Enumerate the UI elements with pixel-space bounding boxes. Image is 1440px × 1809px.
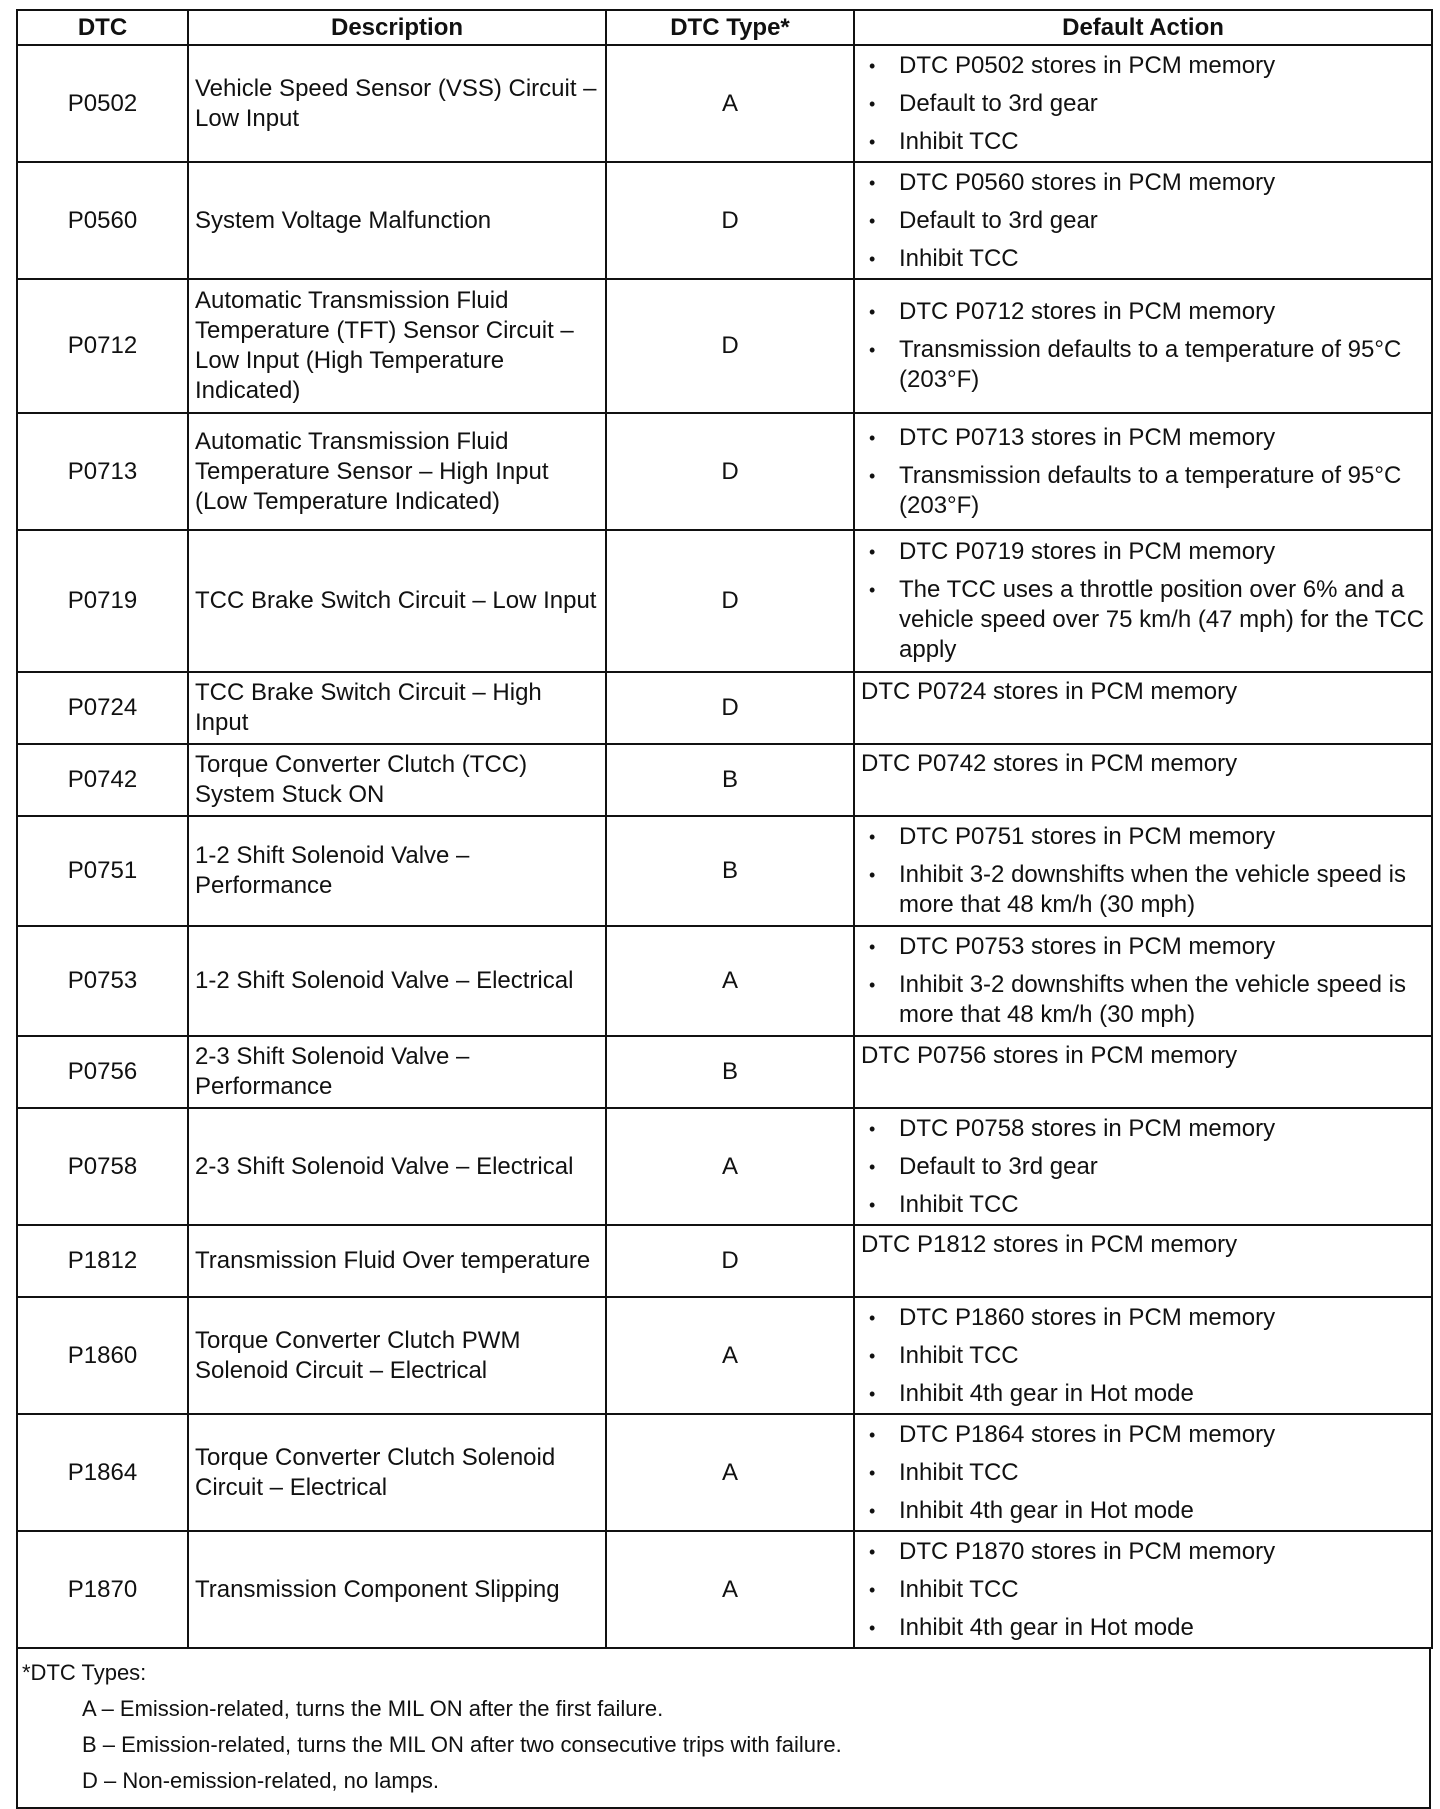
dtc-description: Transmission Fluid Over temperature — [188, 1225, 606, 1297]
dtc-type: B — [606, 816, 854, 926]
action-item: • DTC P0753 stores in PCM memory — [899, 932, 1425, 962]
table-row — [17, 1036, 1432, 1108]
action-item: • Inhibit TCC — [899, 1458, 1425, 1488]
default-action — [854, 1414, 1432, 1531]
action-list — [861, 932, 1425, 1030]
footnote-type-b: B – Emission-related, turns the MIL ON after two consecutive trips with failure. — [82, 1732, 842, 1757]
dtc-description: Vehicle Speed Sensor (VSS) Circuit – Low Input — [188, 45, 606, 162]
action-item: • Inhibit TCC — [899, 1190, 1425, 1220]
action-item: • DTC P0751 stores in PCM memory — [899, 822, 1425, 852]
action-list — [861, 1420, 1425, 1526]
table-row — [17, 162, 1432, 279]
dtc-type: D — [606, 672, 854, 744]
table-row — [17, 413, 1432, 530]
header-dtc: DTC — [17, 10, 188, 45]
action-item: • Inhibit 3-2 downshifts when the vehicle speed is more that 48 km/h (30 mph) — [899, 970, 1425, 1030]
dtc-description: 1-2 Shift Solenoid Valve – Electrical — [188, 926, 606, 1036]
table-row — [17, 530, 1432, 672]
dtc-type: D — [606, 279, 854, 413]
action-item: • DTC P0713 stores in PCM memory — [899, 423, 1425, 453]
action-item: • DTC P0719 stores in PCM memory — [899, 537, 1425, 567]
dtc-type: A — [606, 926, 854, 1036]
dtc-table-sheet — [16, 9, 1431, 1809]
action-list — [861, 1303, 1425, 1409]
table-row — [17, 744, 1432, 816]
dtc-code: P0756 — [17, 1036, 188, 1108]
footnote-type-d: D – Non-emission-related, no lamps. — [82, 1768, 440, 1793]
dtc-code: P0751 — [17, 816, 188, 926]
dtc-types-footnote — [16, 1649, 1431, 1809]
dtc-description: System Voltage Malfunction — [188, 162, 606, 279]
action-item: • Default to 3rd gear — [899, 206, 1425, 236]
dtc-code: P1870 — [17, 1531, 188, 1648]
default-action — [854, 1297, 1432, 1414]
table-row — [17, 1297, 1432, 1414]
default-action: DTC P0756 stores in PCM memory — [854, 1036, 1432, 1108]
dtc-type: A — [606, 45, 854, 162]
table-row — [17, 1414, 1432, 1531]
dtc-description: TCC Brake Switch Circuit – High Input — [188, 672, 606, 744]
action-item: • Inhibit TCC — [899, 244, 1425, 274]
table-row — [17, 1108, 1432, 1225]
default-action — [854, 926, 1432, 1036]
dtc-code: P0724 — [17, 672, 188, 744]
action-list — [861, 822, 1425, 920]
action-item: • Inhibit TCC — [899, 1341, 1425, 1371]
dtc-code: P0753 — [17, 926, 188, 1036]
action-item: • Inhibit 3-2 downshifts when the vehicle speed is more that 48 km/h (30 mph) — [899, 860, 1425, 920]
default-action: DTC P0724 stores in PCM memory — [854, 672, 1432, 744]
dtc-code: P0713 — [17, 413, 188, 530]
default-action: DTC P1812 stores in PCM memory — [854, 1225, 1432, 1297]
default-action: DTC P0742 stores in PCM memory — [854, 744, 1432, 816]
action-item: • Transmission defaults to a temperature of 95°C (203°F) — [899, 461, 1425, 521]
dtc-type: D — [606, 162, 854, 279]
dtc-code: P1860 — [17, 1297, 188, 1414]
action-item: • Inhibit 4th gear in Hot mode — [899, 1613, 1425, 1643]
dtc-type: D — [606, 530, 854, 672]
dtc-code: P0719 — [17, 530, 188, 672]
action-list — [861, 297, 1425, 395]
dtc-code: P0502 — [17, 45, 188, 162]
default-action — [854, 1531, 1432, 1648]
header-description: Description — [188, 10, 606, 45]
dtc-description: Torque Converter Clutch PWM Solenoid Circuit – Electrical — [188, 1297, 606, 1414]
footnote-title: *DTC Types: — [22, 1660, 147, 1685]
dtc-description: Automatic Transmission Fluid Temperature (TFT) Sensor Circuit – Low Input (High Temperature Indicated) — [188, 279, 606, 413]
default-action — [854, 413, 1432, 530]
default-action — [854, 816, 1432, 926]
action-list — [861, 1537, 1425, 1643]
action-item: • DTC P0712 stores in PCM memory — [899, 297, 1425, 327]
default-action — [854, 279, 1432, 413]
action-item: • Transmission defaults to a temperature of 95°C (203°F) — [899, 335, 1425, 395]
action-item: • DTC P1860 stores in PCM memory — [899, 1303, 1425, 1333]
dtc-code: P0560 — [17, 162, 188, 279]
dtc-description: Transmission Component Slipping — [188, 1531, 606, 1648]
header-dtc-type: DTC Type* — [606, 10, 854, 45]
dtc-code: P0742 — [17, 744, 188, 816]
dtc-type: A — [606, 1414, 854, 1531]
action-item: • Default to 3rd gear — [899, 89, 1425, 119]
action-item: • DTC P0758 stores in PCM memory — [899, 1114, 1425, 1144]
action-item: • DTC P1864 stores in PCM memory — [899, 1420, 1425, 1450]
dtc-table-body — [17, 45, 1432, 1648]
dtc-type: B — [606, 744, 854, 816]
action-list — [861, 1114, 1425, 1220]
dtc-code: P1864 — [17, 1414, 188, 1531]
action-list — [861, 51, 1425, 157]
action-item: • Default to 3rd gear — [899, 1152, 1425, 1182]
dtc-type: A — [606, 1297, 854, 1414]
default-action — [854, 530, 1432, 672]
table-row — [17, 1531, 1432, 1648]
action-item: • Inhibit TCC — [899, 1575, 1425, 1605]
dtc-code: P1812 — [17, 1225, 188, 1297]
action-item: • Inhibit 4th gear in Hot mode — [899, 1496, 1425, 1526]
action-item: • DTC P0560 stores in PCM memory — [899, 168, 1425, 198]
table-row — [17, 279, 1432, 413]
dtc-table — [16, 9, 1433, 1649]
dtc-code: P0712 — [17, 279, 188, 413]
table-row — [17, 1225, 1432, 1297]
default-action — [854, 162, 1432, 279]
table-row — [17, 816, 1432, 926]
action-list — [861, 537, 1425, 665]
action-item: • DTC P0502 stores in PCM memory — [899, 51, 1425, 81]
action-list — [861, 168, 1425, 274]
action-item: • DTC P1870 stores in PCM memory — [899, 1537, 1425, 1567]
dtc-type: B — [606, 1036, 854, 1108]
dtc-type: D — [606, 1225, 854, 1297]
action-item: • Inhibit 4th gear in Hot mode — [899, 1379, 1425, 1409]
dtc-code: P0758 — [17, 1108, 188, 1225]
default-action — [854, 1108, 1432, 1225]
default-action — [854, 45, 1432, 162]
table-row — [17, 45, 1432, 162]
action-item: • Inhibit TCC — [899, 127, 1425, 157]
dtc-type: A — [606, 1531, 854, 1648]
table-row — [17, 926, 1432, 1036]
dtc-description: TCC Brake Switch Circuit – Low Input — [188, 530, 606, 672]
table-row — [17, 672, 1432, 744]
dtc-description: 2-3 Shift Solenoid Valve – Electrical — [188, 1108, 606, 1225]
dtc-description: 1-2 Shift Solenoid Valve – Performance — [188, 816, 606, 926]
dtc-type: D — [606, 413, 854, 530]
action-list — [861, 423, 1425, 521]
dtc-description: Torque Converter Clutch Solenoid Circuit – Electrical — [188, 1414, 606, 1531]
header-default-action: Default Action — [854, 10, 1432, 45]
action-item: • The TCC uses a throttle position over 6% and a vehicle speed over 75 km/h (47 mph) for the TCC apply — [899, 575, 1425, 665]
dtc-description: Torque Converter Clutch (TCC) System Stuck ON — [188, 744, 606, 816]
dtc-type: A — [606, 1108, 854, 1225]
table-header-row — [17, 10, 1432, 45]
dtc-description: 2-3 Shift Solenoid Valve – Performance — [188, 1036, 606, 1108]
dtc-description: Automatic Transmission Fluid Temperature Sensor – High Input (Low Temperature Indicated) — [188, 413, 606, 530]
footnote-type-a: A – Emission-related, turns the MIL ON after the first failure. — [82, 1696, 664, 1721]
